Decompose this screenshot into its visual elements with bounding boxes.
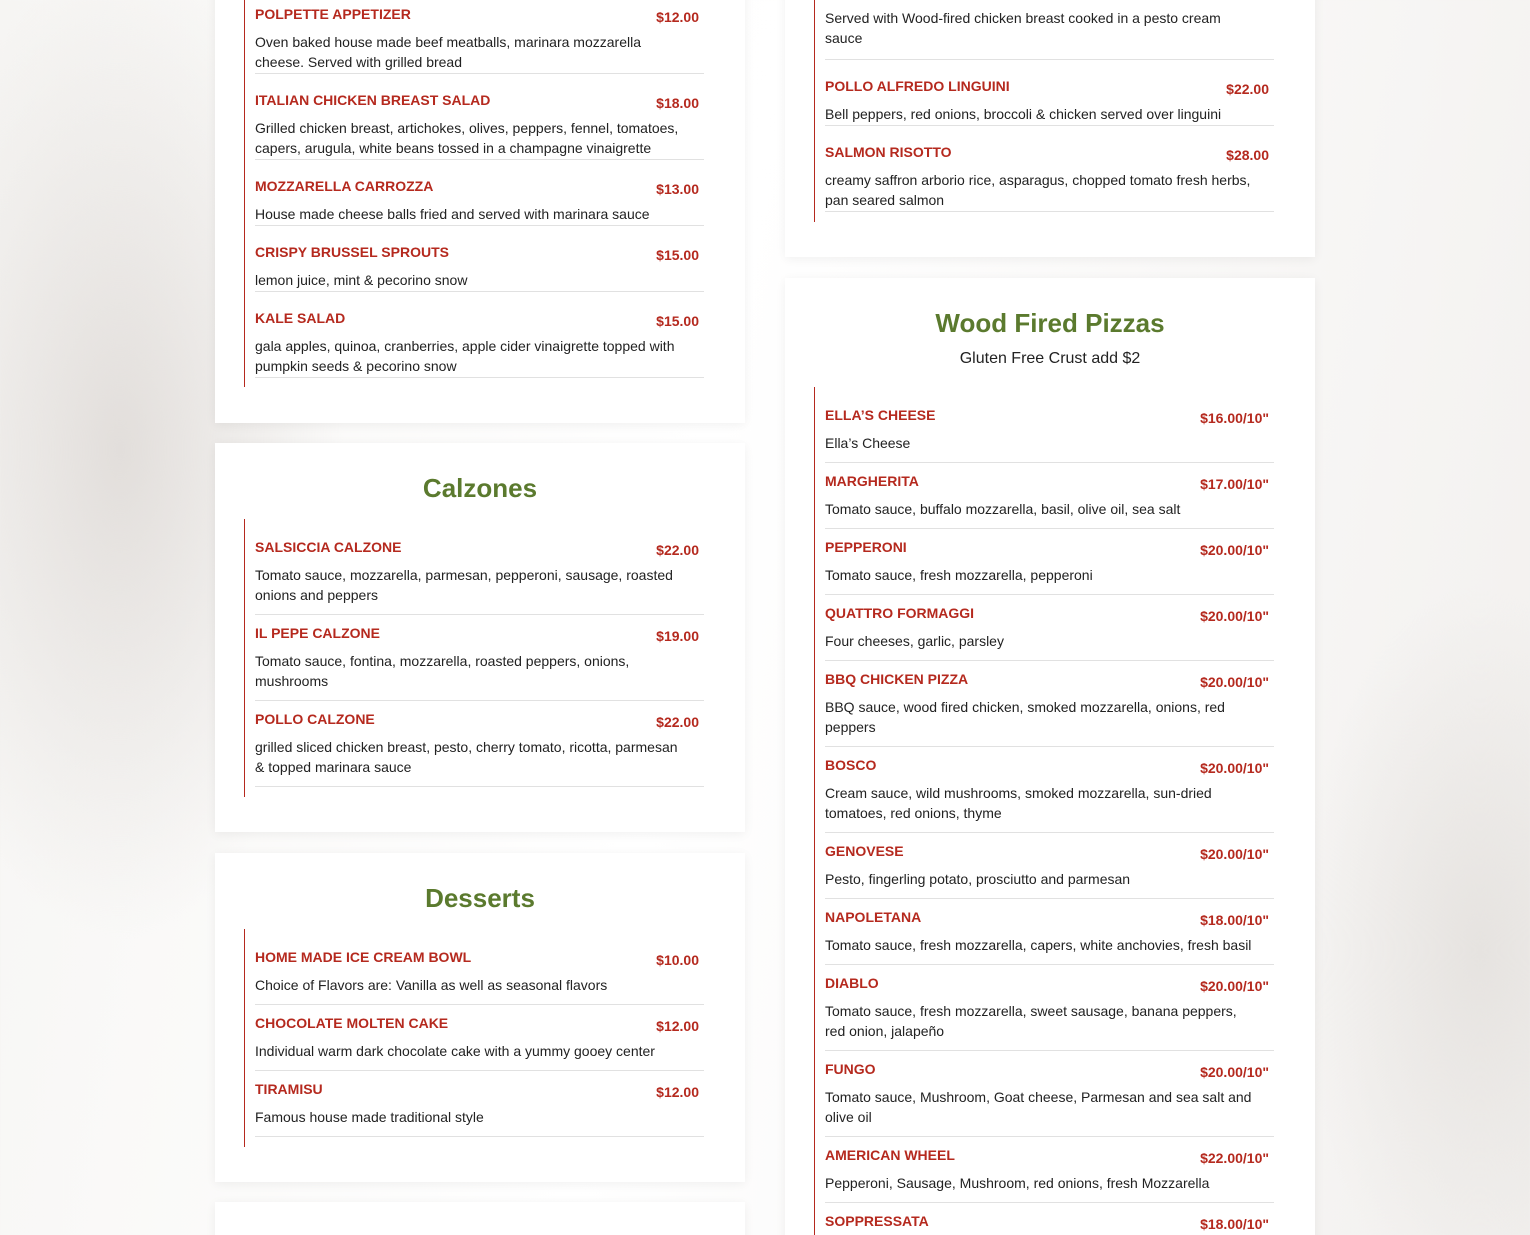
- menu-item-name: ITALIAN CHICKEN BREAST SALAD: [255, 92, 491, 108]
- menu-item[interactable]: [825, 757, 1274, 833]
- menu-item[interactable]: [255, 711, 704, 787]
- menu-item-price: $20.00/10": [1200, 760, 1269, 776]
- menu-item-price: $15.00: [656, 313, 699, 329]
- menu-item[interactable]: [825, 1213, 1274, 1235]
- menu-item-description: Individual warm dark chocolate cake with a yummy gooey center: [255, 1043, 655, 1059]
- menu-item[interactable]: [825, 975, 1274, 1051]
- pizzas-card: [785, 278, 1315, 1235]
- menu-item-name: ELLA’S CHEESE: [825, 407, 936, 423]
- menu-item-description: Choice of Flavors are: Vanilla as well as seasonal flavors: [255, 977, 608, 993]
- menu-item-description: Tomato sauce, fresh mozzarella, pepperoni: [825, 567, 1093, 583]
- menu-item-name: QUATTRO FORMAGGI: [825, 605, 975, 621]
- section-title: Wood Fired Pizzas: [935, 308, 1165, 338]
- menu-item[interactable]: [255, 244, 704, 292]
- menu-item-price: $18.00/10": [1200, 1216, 1269, 1232]
- menu-item-description: Bell peppers, red onions, broccoli & chicken served over linguini: [825, 106, 1222, 122]
- next-section-card: [215, 1202, 745, 1235]
- menu-item[interactable]: [255, 1081, 704, 1137]
- menu-item[interactable]: [825, 473, 1274, 529]
- menu-item-name: GENOVESE: [825, 843, 904, 859]
- menu-item-name: NAPOLETANA: [825, 909, 922, 925]
- section-title: Desserts: [425, 883, 535, 913]
- section-title: Calzones: [422, 473, 538, 503]
- appetizers-card: [215, 0, 745, 423]
- menu-item-price: $28.00: [1226, 147, 1269, 163]
- menu-item-price: $22.00: [1226, 81, 1269, 97]
- menu-item-description: BBQ sauce, wood fired chicken, smoked mozzarella, onions, red peppers: [825, 699, 1225, 735]
- menu-item-name: SOPPRESSATA: [825, 1213, 929, 1229]
- menu-item-description: Tomato sauce, buffalo mozzarella, basil, olive oil, sea salt: [825, 501, 1181, 517]
- menu-item-description: lemon juice, mint & pecorino snow: [255, 272, 468, 288]
- menu-item[interactable]: [825, 1061, 1274, 1137]
- menu-item-price: $12.00: [656, 9, 699, 25]
- menu-item[interactable]: [255, 1015, 704, 1071]
- menu-item-description: House made cheese balls fried and served with marinara sauce: [255, 206, 650, 222]
- menu-item-description: Famous house made traditional style: [255, 1109, 484, 1125]
- menu-item-name: SALSICCIA CALZONE: [255, 539, 402, 555]
- menu-item[interactable]: [825, 1147, 1274, 1203]
- menu-item[interactable]: [825, 671, 1274, 747]
- menu-item-description: Grilled chicken breast, artichokes, olives, peppers, fennel, tomatoes, capers, arugula, white beans tossed in a champagne vinaigrette: [255, 120, 679, 156]
- menu-item-description: Ella’s Cheese: [825, 435, 911, 451]
- menu-item[interactable]: [825, 843, 1274, 899]
- menu-item-description: Pepperoni, Sausage, Mushroom, red onions, fresh Mozzarella: [825, 1175, 1210, 1191]
- menu-item-name: TIRAMISU: [255, 1081, 323, 1097]
- menu-item-price: $10.00: [656, 952, 699, 968]
- menu-item-name: CRISPY BRUSSEL SPROUTS: [255, 244, 449, 260]
- menu-item-price: $20.00/10": [1200, 608, 1269, 624]
- menu-item-price: $16.00/10": [1200, 410, 1269, 426]
- menu-item[interactable]: [255, 625, 704, 701]
- menu-item-name: FUNGO: [825, 1061, 876, 1077]
- menu-item-price: $20.00/10": [1200, 846, 1269, 862]
- menu-item[interactable]: [825, 0, 1274, 60]
- menu-item-name: PEPPERONI: [825, 539, 907, 555]
- menu-item-name: IL PEPE CALZONE: [255, 625, 380, 641]
- menu-item-name: AMERICAN WHEEL: [825, 1147, 955, 1163]
- menu-item-price: $13.00: [656, 181, 699, 197]
- menu-item-description: Oven baked house made beef meatballs, marinara mozzarella cheese. Served with grilled bread: [255, 34, 641, 70]
- menu-item[interactable]: [825, 605, 1274, 661]
- menu-item[interactable]: [825, 407, 1274, 463]
- menu-item[interactable]: [825, 78, 1274, 126]
- calzones-card: [215, 443, 745, 832]
- pasta-item-list: [814, 0, 1276, 222]
- menu-item-description: Tomato sauce, mozzarella, parmesan, pepperoni, sausage, roasted onions and peppers: [255, 567, 673, 603]
- menu-item[interactable]: [255, 310, 704, 378]
- menu-item-description: Served with Wood-fired chicken breast cooked in a pesto cream sauce: [825, 10, 1221, 46]
- section-subtitle: Gluten Free Crust add $2: [959, 350, 1141, 367]
- menu-item[interactable]: [255, 949, 704, 1005]
- desserts-item-list: [244, 929, 706, 1147]
- menu-item-price: $19.00: [656, 628, 699, 644]
- pasta-card: [785, 0, 1315, 257]
- menu-item-description: Cream sauce, wild mushrooms, smoked mozzarella, sun-dried tomatoes, red onions, thyme: [825, 785, 1212, 821]
- menu-item-price: $20.00/10": [1200, 978, 1269, 994]
- menu-item-price: $12.00: [656, 1084, 699, 1100]
- menu-item-name: CHOCOLATE MOLTEN CAKE: [255, 1015, 449, 1031]
- menu-item-description: Pesto, fingerling potato, prosciutto and parmesan: [825, 871, 1131, 887]
- menu-item-description: Tomato sauce, fontina, mozzarella, roasted peppers, onions, mushrooms: [255, 653, 630, 689]
- menu-item-description: Tomato sauce, fresh mozzarella, capers, white anchovies, fresh basil: [825, 937, 1252, 953]
- menu-item-description: Tomato sauce, Mushroom, Goat cheese, Parmesan and sea salt and olive oil: [825, 1089, 1252, 1125]
- desserts-card: [215, 853, 745, 1182]
- menu-item[interactable]: [255, 539, 704, 615]
- menu-item-description: Tomato sauce, fresh mozzarella, sweet sausage, banana peppers, red onion, jalapeño: [825, 1003, 1237, 1039]
- menu-item[interactable]: [825, 909, 1274, 965]
- menu-item-name: POLPETTE APPETIZER: [255, 6, 411, 22]
- menu-item-name: KALE SALAD: [255, 310, 346, 326]
- menu-item-description: Four cheeses, garlic, parsley: [825, 633, 1004, 649]
- menu-item-name: POLLO CALZONE: [255, 711, 375, 727]
- menu-item[interactable]: [255, 92, 704, 160]
- menu-item[interactable]: [255, 6, 704, 74]
- menu-item-name: BOSCO: [825, 757, 877, 773]
- menu-item-price: $18.00: [656, 95, 699, 111]
- menu-item-price: $20.00/10": [1200, 542, 1269, 558]
- menu-item-price: $22.00: [656, 542, 699, 558]
- appetizers-item-list: [244, 0, 706, 387]
- menu-item-price: $17.00/10": [1200, 476, 1269, 492]
- menu-item-name: SALMON RISOTTO: [825, 144, 952, 160]
- menu-item-name: HOME MADE ICE CREAM BOWL: [255, 949, 472, 965]
- menu-item-name: BBQ CHICKEN PIZZA: [825, 671, 969, 687]
- menu-item[interactable]: [825, 144, 1274, 212]
- calzones-item-list: [244, 519, 706, 797]
- menu-item-price: $20.00/10": [1200, 1064, 1269, 1080]
- menu-item-price: $18.00/10": [1200, 912, 1269, 928]
- menu-item-name: POLLO ALFREDO LINGUINI: [825, 78, 1010, 94]
- menu-item-price: $22.00: [656, 714, 699, 730]
- menu-item-name: MARGHERITA: [825, 473, 919, 489]
- menu-item[interactable]: [825, 539, 1274, 595]
- menu-item-price: $22.00/10": [1200, 1150, 1269, 1166]
- pizzas-item-list: [814, 387, 1276, 1235]
- menu-item-price: $15.00: [656, 247, 699, 263]
- menu-item-price: $20.00/10": [1200, 674, 1269, 690]
- menu-item-name: DIABLO: [825, 975, 879, 991]
- menu-item[interactable]: [255, 178, 704, 226]
- menu-item-description: creamy saffron arborio rice, asparagus, chopped tomato fresh herbs, pan seared salmon: [825, 172, 1251, 208]
- menu-item-name: MOZZARELLA CARROZZA: [255, 178, 434, 194]
- menu-item-price: $12.00: [656, 1018, 699, 1034]
- menu-item-description: grilled sliced chicken breast, pesto, cherry tomato, ricotta, parmesan & topped marinara sauce: [255, 739, 678, 775]
- menu-item-description: gala apples, quinoa, cranberries, apple cider vinaigrette topped with pumpkin seeds & pecorino snow: [255, 338, 675, 374]
